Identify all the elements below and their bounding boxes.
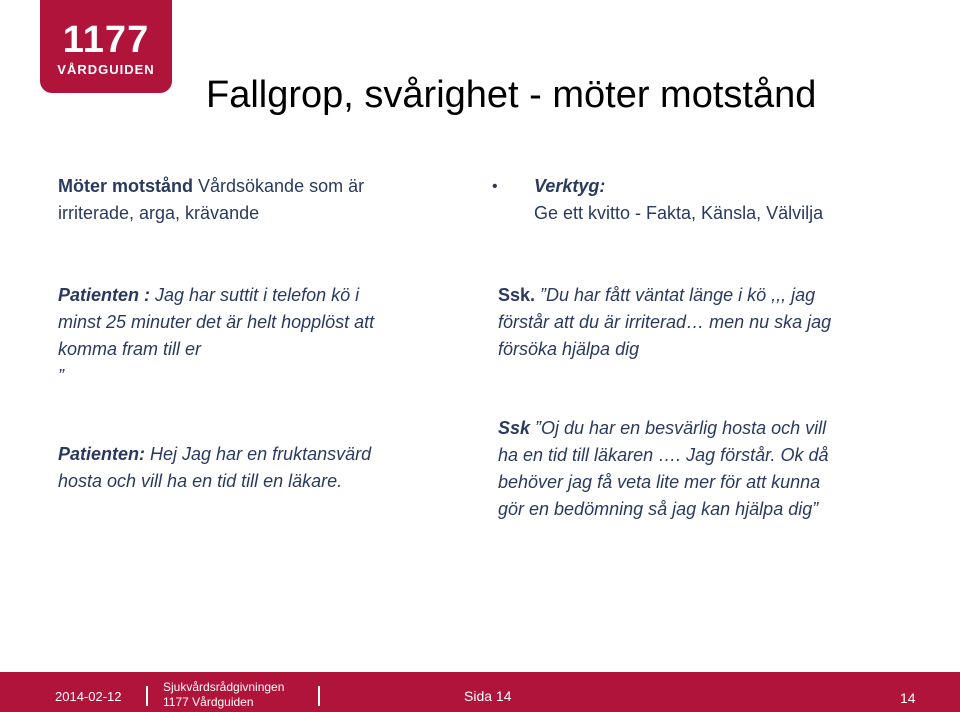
footer-date: 2014-02-12 (55, 689, 122, 704)
logo-name: VÅRDGUIDEN (57, 62, 155, 77)
patient1-line2: minst 25 minuter det är helt hopplöst att (58, 312, 375, 332)
nurse2-line4: gör en bedömning så jag kan hjälpa dig” (498, 499, 819, 519)
nurse2-line2: ha en tid till läkaren …. Jag förstår. Ok då (498, 445, 829, 465)
nurse1-line2: förstår att du är irriterad… men nu ska jag (498, 312, 832, 332)
bullet-icon: • (492, 178, 498, 195)
nurse2-line1: ”Oj du har en besvärlig hosta och vill (530, 418, 827, 438)
resistance-label: Möter motstånd (58, 176, 193, 196)
resistance-text-line2: irriterade, arga, krävande (58, 203, 260, 223)
nurse-speaker-2: Ssk (498, 418, 531, 438)
patient-speaker-1: Patienten : (58, 285, 156, 305)
patient-speaker-2: Patienten: (58, 444, 151, 464)
footer-divider (318, 686, 320, 706)
footer-page-label: Sida 14 (464, 688, 512, 704)
footer-org-line2: 1177 Vårdguiden (163, 695, 254, 709)
patient2-line1: Hej Jag har en fruktansvärd (150, 444, 372, 464)
nurse-response-2 (498, 415, 928, 523)
nurse-speaker-1: Ssk. (498, 285, 536, 305)
slide-title: Fallgrop, svårighet - möter motstånd (206, 74, 817, 116)
nurse-response-1 (498, 282, 918, 363)
slide-number: 14 (900, 690, 916, 706)
patient-statement-2 (58, 441, 458, 495)
logo-number: 1177 (62, 19, 150, 61)
tool-text: Ge ett kvitto - Fakta, Känsla, Välvilja (534, 203, 824, 223)
patient2-line2: hosta och vill ha en tid till en läkare. (58, 471, 343, 491)
tool-bullet (492, 173, 922, 227)
footer-org-line1: Sjukvårdsrådgivningen (163, 680, 285, 694)
resistance-description (58, 173, 448, 227)
resistance-text-line1: Vårdsökande som är (193, 176, 365, 196)
tool-heading: Verktyg: (534, 176, 606, 196)
footer-organization (163, 680, 284, 710)
footer-bar (0, 672, 960, 712)
patient-statement-1 (58, 282, 458, 390)
footer-divider (146, 686, 148, 706)
patient1-line3: komma fram till er (58, 339, 202, 359)
patient1-line1: Jag har suttit i telefon kö i (155, 285, 360, 305)
nurse2-line3: behöver jag få veta lite mer för att kunna (498, 472, 821, 492)
nurse1-line3: försöka hjälpa dig (498, 339, 640, 359)
patient1-line4: ” (58, 366, 64, 386)
nurse1-line1: ”Du har fått väntat länge i kö ,,, jag (535, 285, 816, 305)
logo-1177-vardguiden (40, 0, 172, 93)
